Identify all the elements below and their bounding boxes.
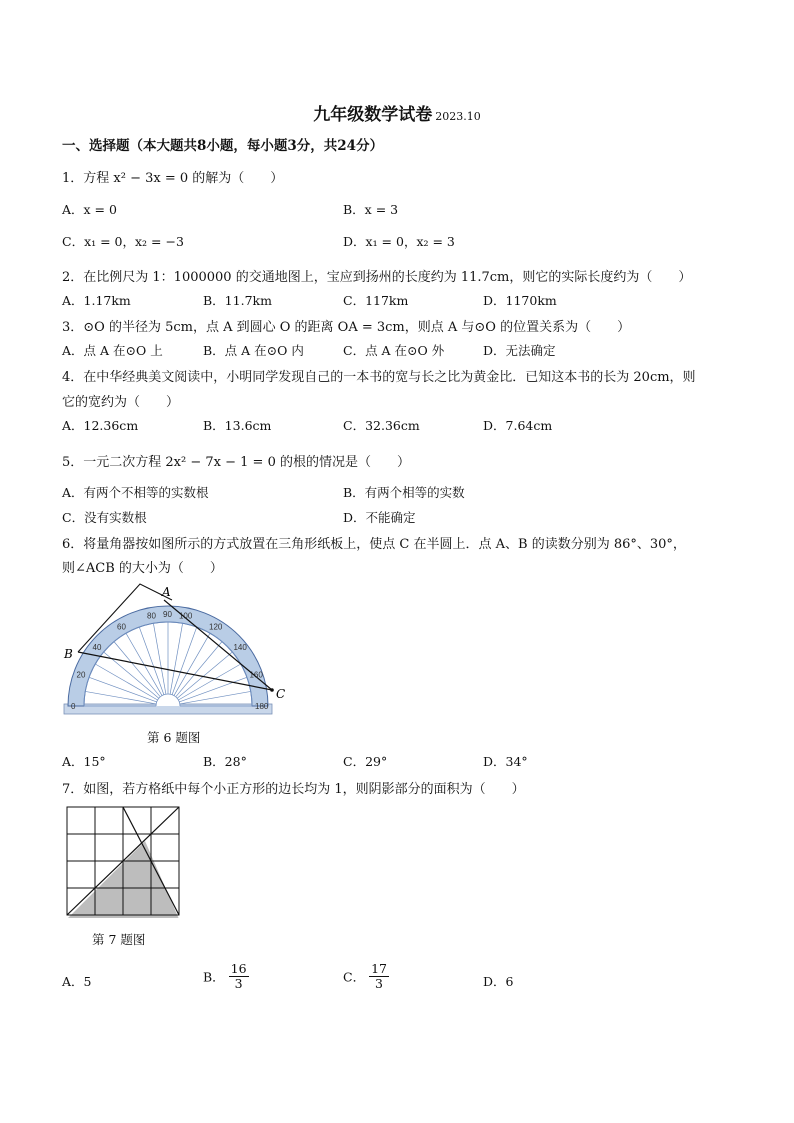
q7-option-b: B． $\frac{16}{3}$ (203, 961, 247, 991)
q2-option-d: D．1170km (483, 293, 557, 308)
protractor-tick-label: 80 (147, 611, 156, 621)
page-title: 九年级数学试卷 2023.10 (313, 105, 481, 125)
exam-date: 2023.10 (435, 110, 481, 123)
q4-option-d: D．7.64cm (483, 418, 553, 433)
q3-option-a: A．点 A 在⊙O 上 (62, 343, 163, 358)
q6-option-a: A．15° (62, 754, 106, 769)
q5-option-b: B．有两个相等的实数 (343, 485, 465, 500)
q7-option-a: A．5 (62, 974, 92, 989)
protractor-tick-label: 40 (92, 642, 102, 652)
question-6-stem-cont: 则∠ACB 的大小为（ ） (62, 561, 223, 576)
point-a-label: A (162, 585, 171, 599)
fraction-sixteen-thirds: $\frac{16}{3}$ (230, 961, 247, 991)
question-7-stem: 7．如图，若方格纸中每个小正方形的边长均为 1，则阴影部分的面积为（ ） (62, 782, 525, 797)
q7-option-d: D．6 (483, 974, 514, 989)
protractor-tick-label: 140 (233, 642, 247, 652)
question-4-stem-cont: 它的宽约为（ ） (62, 395, 180, 410)
question-1-stem: 1．方程 x² − 3x = 0 的解为（ ） (62, 171, 284, 186)
figure-7-caption: 第 7 题图 (92, 932, 146, 947)
figure-6-caption: 第 6 题图 (147, 730, 201, 745)
protractor-tick-label: 180 (255, 702, 269, 711)
q6-option-b: B．28° (203, 754, 247, 769)
q2-option-a: A．1.17km (62, 293, 131, 308)
q4-option-a: A．12.36cm (62, 418, 139, 433)
point-b-label: B (64, 647, 73, 661)
question-5-stem: 5．一元二次方程 2x² − 7x − 1 = 0 的根的情况是（ ） (62, 455, 410, 470)
q1-option-a: A．x = 0 (62, 202, 117, 217)
protractor-tick-label: 60 (117, 622, 126, 632)
q5-option-a: A．有两个不相等的实数根 (62, 485, 209, 500)
protractor-tick-label: 100 (178, 611, 193, 621)
section-heading: 一、选择题（本大题共8小题，每小题3分，共24分） (62, 138, 384, 154)
fraction-seventeen-thirds: $\frac{17}{3}$ (371, 961, 387, 991)
question-6-stem: 6．将量角器按如图所示的方式放置在三角形纸板上，使点 C 在半圆上．点 A、B 的读数分别为 86°、30°， (62, 537, 686, 552)
q5-option-d: D．不能确定 (343, 510, 416, 525)
q6-option-d: D．34° (483, 754, 528, 769)
q3-option-d: D．无法确定 (483, 343, 556, 358)
protractor-tick-label: 90 (163, 610, 172, 619)
q5-option-c: C．没有实数根 (62, 510, 147, 525)
q7-option-c: C． $\frac{17}{3}$ (343, 961, 387, 991)
q1-option-b: B．x = 3 (343, 202, 399, 217)
protractor-tick-label: 20 (76, 670, 86, 680)
protractor-figure (60, 580, 300, 720)
q4-option-b: B．13.6cm (203, 418, 272, 433)
question-4-stem: 4．在中华经典美文阅读中，小明同学发现自己的一本书的宽与长之比为黄金比．已知这本书的长为 20cm，则 (62, 370, 696, 385)
question-2-stem: 2．在比例尺为 1：1000000 的交通地图上，宝应到扬州的长度约为 11.7cm，则它的实际长度约为（ ） (62, 270, 692, 285)
question-3-stem: 3．⊙O 的半径为 5cm，点 A 到圆心 O 的距离 OA = 3cm，则点 A 与⊙O 的位置关系为（ ） (62, 320, 631, 335)
protractor-tick-label: 160 (249, 670, 263, 680)
protractor-tick-label: 0 (71, 702, 76, 711)
q2-option-c: C．117km (343, 293, 409, 308)
q1-option-c: C．x₁ = 0，x₂ = −3 (62, 234, 184, 249)
protractor-tick-label: 120 (209, 622, 223, 632)
line-ac (164, 600, 272, 690)
point-c-label: C (276, 687, 286, 701)
q4-option-c: C．32.36cm (343, 418, 420, 433)
q2-option-b: B．11.7km (203, 293, 272, 308)
grid-figure (64, 804, 184, 918)
q6-option-c: C．29° (343, 754, 388, 769)
q3-option-c: C．点 A 在⊙O 外 (343, 343, 445, 358)
q1-option-d: D．x₁ = 0，x₂ = 3 (343, 234, 455, 249)
q3-option-b: B．点 A 在⊙O 内 (203, 343, 304, 358)
